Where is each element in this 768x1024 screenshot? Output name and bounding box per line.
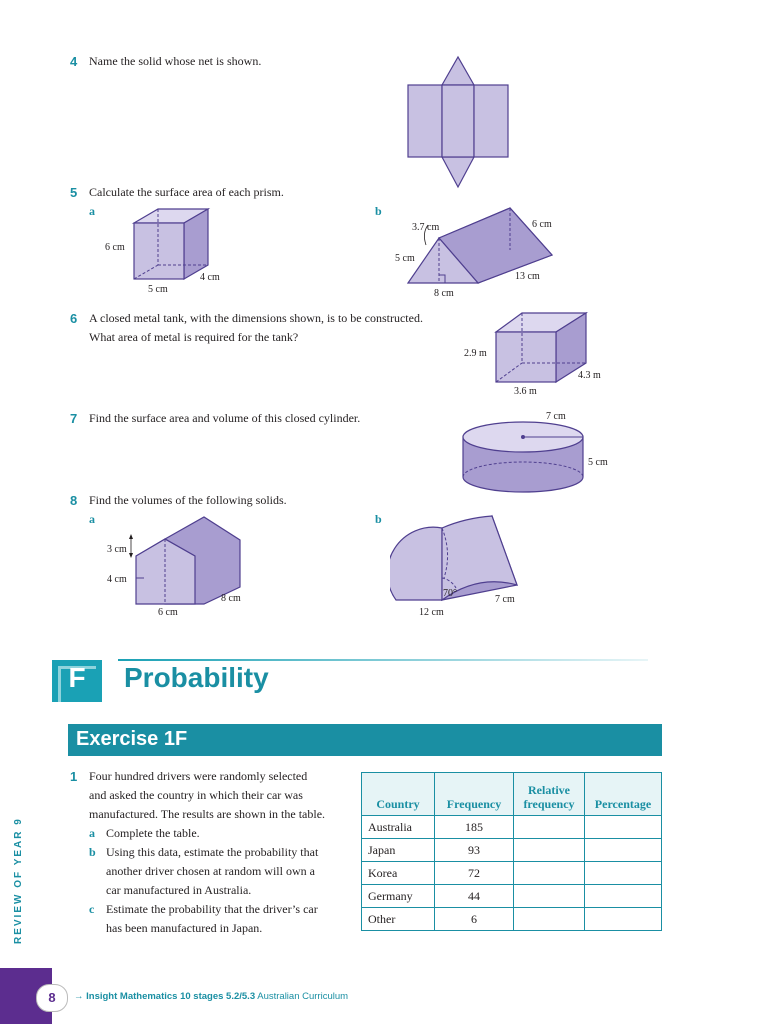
question-text: A closed metal tank, with the dimensions shown, is to be constructed. [89,311,423,325]
footer-arrow-icon: → [74,991,87,1002]
question-number: 1 [70,769,78,784]
roof-height-label: 3 cm [107,544,127,555]
cell-relative-frequency [514,885,585,908]
table-row [362,908,662,931]
section-badge [52,660,102,702]
part-label: b [375,204,382,218]
header-frequency: Frequency [435,773,514,816]
question-text: Find the surface area and volume of this closed cylinder. [89,411,361,425]
table-row [362,816,662,839]
cell-frequency: 44 [435,885,514,908]
rectangular-prism-a [100,205,240,300]
cell-country: Japan [362,839,435,862]
part-line: has been manufactured in Japan. [106,921,263,935]
length-label: 6 cm [532,219,552,230]
part-line: Using this data, estimate the probability that [106,845,319,859]
height-label: 5 cm [588,457,608,468]
footer-curriculum: Australian Curriculum [257,991,349,1002]
footer-title [74,991,348,1002]
slant-label: 3.7 cm [412,222,440,233]
part-line: car manufactured in Australia. [106,883,252,897]
height-label: 2.9 m [464,348,487,359]
depth-label: 4.3 m [578,370,601,381]
cell-country: Australia [362,816,435,839]
part-line: another driver chosen at random will own a [106,864,315,878]
question-number: 7 [70,411,78,426]
header-relative-line2: frequency [523,797,575,811]
exercise-header [68,724,662,756]
cell-percentage [585,816,662,839]
frequency-table [361,772,662,931]
header-relative-frequency [514,773,585,816]
radius-label: 7 cm [546,411,566,422]
cell-country: Other [362,908,435,931]
height-label: 5 cm [395,253,415,264]
header-relative-line1: Relative [528,783,570,797]
cell-relative-frequency [514,908,585,931]
exercise-question [89,767,359,938]
depth-label: 8 cm [221,593,241,604]
width-label: 3.6 m [514,386,537,397]
section-letter: F [68,662,86,693]
angle-label: 70° [443,588,457,599]
cylinder-figure [455,405,625,500]
cell-country: Germany [362,885,435,908]
part-line: Estimate the probability that the driver’s car [106,902,318,916]
cell-country: Korea [362,862,435,885]
cell-relative-frequency [514,816,585,839]
part-label: c [89,902,95,916]
depth-label: 7 cm [495,594,515,605]
cell-relative-frequency [514,839,585,862]
header-percentage: Percentage [585,773,662,816]
cell-relative-frequency [514,862,585,885]
part-label: b [89,845,96,859]
question-text: Calculate the surface area of each prism. [89,185,284,199]
exercise-title: Exercise 1F [76,728,188,750]
question-line: manufactured. The results are shown in the table. [89,807,326,821]
part-label: a [89,826,95,840]
triangular-prism-b [392,205,572,305]
question-number: 4 [70,54,78,69]
section-title: Probability [124,662,269,693]
footer-dotted-rule [0,997,36,998]
question-line: Four hundred drivers were randomly selected [89,769,308,783]
part-b [89,843,359,900]
height-label: 6 cm [105,242,125,253]
sector-prism-b [390,508,540,618]
part-line: Complete the table. [106,826,200,840]
question-line: and asked the country in which their car was [89,788,303,802]
width-label: 5 cm [148,284,168,295]
cell-percentage [585,839,662,862]
question-text: Find the volumes of the following solids. [89,493,287,507]
width-label: 6 cm [158,607,178,618]
table-header-row [362,773,662,816]
part-a [89,824,359,843]
header-country: Country [362,773,435,816]
part-label: b [375,512,382,526]
cell-frequency: 6 [435,908,514,931]
side-chapter-label: REVIEW OF YEAR 9 [13,817,24,944]
part-label: a [89,512,95,526]
radius-label: 12 cm [419,607,444,618]
depth-label: 13 cm [515,271,540,282]
question-number: 6 [70,311,78,326]
table-row [362,885,662,908]
question-number: 5 [70,185,78,200]
depth-label: 4 cm [200,272,220,283]
rectangular-tank [460,305,620,400]
part-c [89,900,359,938]
part-label: a [89,204,95,218]
question-number: 8 [70,493,78,508]
wall-height-label: 4 cm [107,574,127,585]
question-text: What area of metal is required for the tank? [89,330,299,344]
base-label: 8 cm [434,288,454,299]
prism-net-figure [400,52,520,192]
footer-book-title: Insight Mathematics 10 stages 5.2/5.3 [86,991,256,1002]
cell-frequency: 185 [435,816,514,839]
table-row [362,839,662,862]
cell-frequency: 72 [435,862,514,885]
page-number: 8 [36,984,68,1012]
cell-percentage [585,862,662,885]
cell-percentage [585,885,662,908]
table-row [362,862,662,885]
cell-frequency: 93 [435,839,514,862]
cell-percentage [585,908,662,931]
section-rule [118,659,648,661]
question-text: Name the solid whose net is shown. [89,54,262,68]
pentagonal-prism-a [100,512,260,622]
